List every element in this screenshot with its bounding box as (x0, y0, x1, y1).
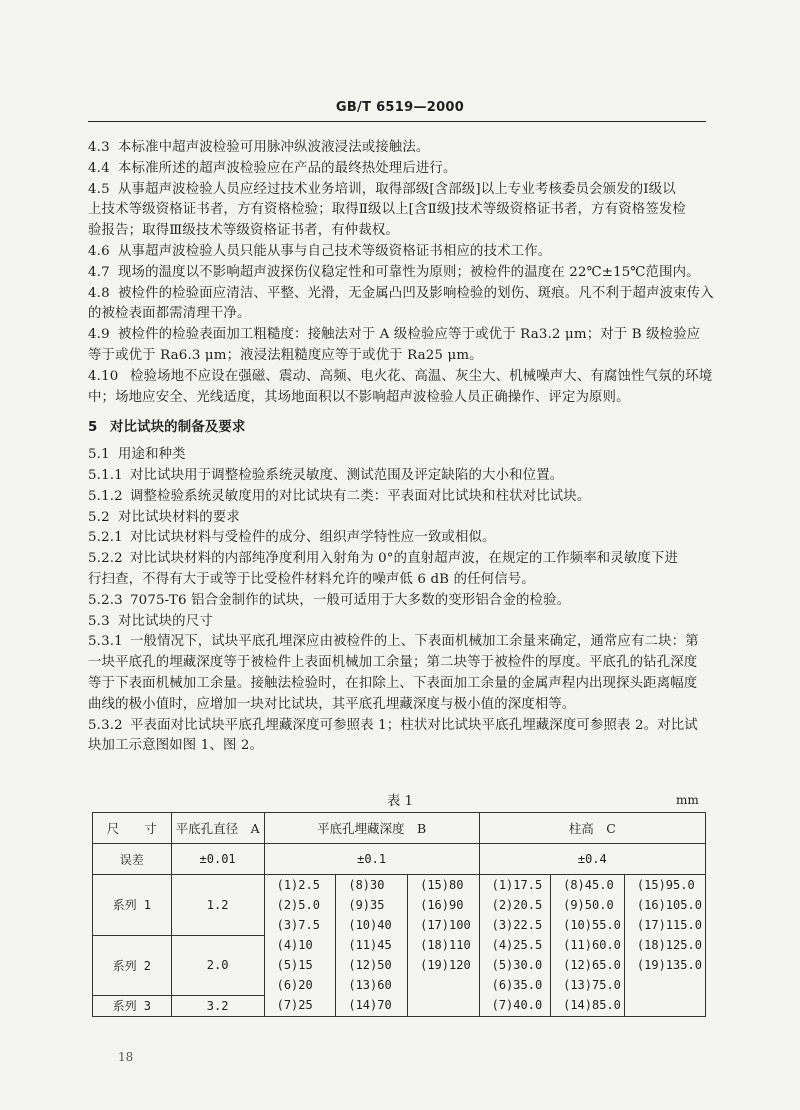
paragraph-line: 验报告；取得Ⅲ级技术等级资格证书者，有仲裁权。 (88, 223, 399, 239)
paragraph-line: 对比试块材料与受检件的成分、组织声学特性应一致或相似。 (130, 530, 496, 546)
table-cell: (11)45 (336, 935, 408, 955)
paragraph-number: 5 (88, 420, 98, 436)
table-caption: 表 1 (386, 794, 414, 809)
paragraph-line: 等于下表面机械加工余量。接触法检验时，在扣除上、下表面加工余量的金属声程内出现探头距离幅度 (88, 676, 698, 691)
paragraph-line: 对比试块材料的内部纯净度利用入射角为 0°的直射超声波，在规定的工作频率和灵敏度下进 (130, 551, 679, 567)
tolerance-diameter: ±0.01 (171, 844, 264, 875)
paragraph-number: 5.3.1 (88, 634, 123, 650)
table-cell (408, 995, 480, 1016)
table-cell: (16)90 (408, 895, 480, 915)
table-cell: (2)20.5 (479, 895, 551, 915)
table-cell: (19)120 (408, 955, 480, 975)
paragraph-line: 中；场地应安全、光线适度，其场地面积以不影响超声波检验人员正确操作、评定为原则。 (88, 389, 630, 405)
header-diameter: 平底孔直径 A (171, 813, 264, 844)
tolerance-row (93, 844, 706, 875)
table-cell: (3)22.5 (479, 915, 551, 935)
page-number: 18 (118, 1050, 134, 1064)
paragraph-number: 5.2.3 (88, 592, 123, 608)
paragraph-line: 现场的温度以不影响超声波探伤仪稳定性和可靠性为原则；被检件的温度在 22℃±15℃范围内。 (118, 264, 700, 280)
table-cell (624, 975, 705, 995)
tolerance-label: 误差 (93, 844, 172, 875)
paragraph-number: 4.10 (88, 368, 119, 384)
paragraph-number: 5.1 (88, 447, 110, 463)
paragraph-line: 本标准所述的超声波检验应在产品的最终热处理后进行。 (118, 160, 457, 176)
paragraph-line: 的被检表面都需清理干净。 (88, 306, 251, 322)
paragraph-number: 5.1.1 (88, 468, 123, 483)
series-name: 系列 1 (93, 875, 172, 936)
table-cell: (5)15 (264, 955, 336, 975)
paragraph-line: 块加工示意图如图 1、图 2。 (88, 738, 264, 754)
table-cell: (8)30 (336, 875, 408, 896)
table-unit: mm (676, 793, 699, 807)
table-cell: (12)65.0 (551, 955, 625, 975)
table-cell: (4)10 (264, 935, 336, 955)
table-header-row (93, 813, 706, 844)
header-depth: 平底孔埋藏深度 B (264, 813, 479, 844)
table-cell: (10)55.0 (551, 915, 625, 935)
table-cell: (6)35.0 (479, 975, 551, 995)
paragraph-line: 7075-T6 铝合金制作的试块，一般可适用于大多数的变形铝合金的检验。 (130, 592, 571, 608)
table-cell: (11)60.0 (551, 935, 625, 955)
paragraph-line: 本标准中超声波检验可用脉冲纵波液浸法或接触法。 (118, 140, 430, 155)
series-body (93, 875, 706, 1017)
paragraph-line: 对比试块材料的要求 (118, 509, 240, 525)
table-cell: (9)35 (336, 895, 408, 915)
paragraph-number: 4.6 (88, 244, 110, 259)
header-height: 柱高 C (479, 813, 705, 844)
table-row (93, 995, 706, 1016)
table-cell: (7)40.0 (479, 995, 551, 1016)
table-cell: (14)70 (336, 995, 408, 1016)
table-cell: (15)80 (408, 875, 480, 896)
series-diameter: 2.0 (171, 935, 264, 995)
paragraph-line: 调整检验系统灵敏度用的对比试块有二类：平表面对比试块和柱状对比试块。 (130, 488, 591, 504)
paragraph-line: 检验场地不应设在强磁、震动、高频、电火花、高温、灰尘大、机械噪声大、有腐蚀性气氛的环境 (130, 368, 713, 384)
table-cell: (6)20 (264, 975, 336, 995)
paragraph-line: 被检件的检验表面加工粗糙度：接触法对于 A 级检验应等于或优于 Ra3.2 μm；对于 B 级检验应 (118, 327, 701, 343)
series-diameter: 1.2 (171, 875, 264, 936)
paragraph-line: 对比试块的尺寸 (118, 613, 213, 629)
table-cell: (4)25.5 (479, 935, 551, 955)
table-cell: (1)2.5 (264, 875, 336, 896)
table-cell: (3)7.5 (264, 915, 336, 935)
paragraph-line: 平表面对比试块平底孔埋藏深度可参照表 1；柱状对比试块平底孔埋藏深度可参照表 2。对比试 (130, 717, 698, 733)
paragraph-number: 5.3 (88, 613, 110, 629)
table-1 (92, 812, 706, 1017)
table-cell: (18)110 (408, 935, 480, 955)
table-cell (408, 975, 480, 995)
paragraph-line: 一般情况下，试块平底孔埋深应由被检件的上、下表面机械加工余量来确定，通常应有二块：第 (130, 634, 699, 650)
paragraph-number: 5.2.1 (88, 530, 123, 546)
tolerance-height: ±0.4 (479, 844, 705, 875)
paragraph-line: 等于或优于 Ra6.3 μm；液浸法粗糙度应等于或优于 Ra25 μm。 (88, 348, 483, 363)
table-cell: (19)135.0 (624, 955, 705, 975)
paragraph-line: 上技术等级资格证书者，方有资格检验；取得Ⅱ级以上[含Ⅱ级]技术等级资格证书者，方有资格签发检 (88, 202, 686, 218)
header-rule (88, 121, 706, 122)
paragraph-number: 4.3 (88, 140, 110, 155)
table-row (93, 875, 706, 896)
paragraph-line: 对比试块用于调整检验系统灵敏度、测试范围及评定缺陷的大小和位置。 (130, 468, 564, 483)
table-cell: (13)60 (336, 975, 408, 995)
paragraph-line: 用途和种类 (118, 447, 186, 463)
table-cell: (17)100 (408, 915, 480, 935)
table-cell: (7)25 (264, 995, 336, 1016)
table-cell: (14)85.0 (551, 995, 625, 1016)
paragraph-line: 被检件的检验面应清洁、平整、光滑，无金属凸凹及影响检验的划伤、斑痕。凡不利于超声波束传入 (118, 285, 714, 301)
table-cell: (9)50.0 (551, 895, 625, 915)
table-cell: (2)5.0 (264, 895, 336, 915)
table-cell: (17)115.0 (624, 915, 705, 935)
paragraph-number: 4.4 (88, 160, 110, 176)
paragraph-line: 从事超声波检验人员应经过技术业务培训，取得部级[含部级]以上专业考核委员会颁发的Ⅰ级以 (118, 181, 676, 197)
page-header-title: GB/T 6519—2000 (335, 100, 465, 115)
paragraph-number: 4.9 (88, 327, 110, 343)
series-diameter: 3.2 (171, 995, 264, 1016)
tolerance-depth: ±0.1 (264, 844, 479, 875)
paragraph-number: 5.2.2 (88, 551, 123, 567)
table-cell: (13)75.0 (551, 975, 625, 995)
table-cell: (15)95.0 (624, 875, 705, 896)
table-cell: (5)30.0 (479, 955, 551, 975)
table-cell: (10)40 (336, 915, 408, 935)
series-name: 系列 2 (93, 935, 172, 995)
table-cell: (18)125.0 (624, 935, 705, 955)
paragraph-number: 5.3.2 (88, 717, 123, 733)
table-row (93, 935, 706, 955)
table-cell: (12)50 (336, 955, 408, 975)
table-cell: (16)105.0 (624, 895, 705, 915)
paragraph-line: 对比试块的制备及要求 (110, 420, 246, 436)
paragraph-number: 4.8 (88, 285, 110, 301)
header-size: 尺 寸 (93, 813, 172, 844)
paragraph-number: 5.2 (88, 509, 110, 525)
table-cell (624, 995, 705, 1016)
paragraph-number: 4.7 (88, 264, 110, 280)
paragraph-line: 一块平底孔的埋藏深度等于被检件上表面机械加工余量；第二块等于被检件的厚度。平底孔的钻孔深度 (88, 655, 698, 671)
paragraph-line: 行扫查，不得有大于或等于比受检件材料允许的噪声低 6 dB 的任何信号。 (88, 572, 535, 587)
paragraph-line: 从事超声波检验人员只能从事与自己技术等级资格证书相应的技术工作。 (118, 244, 552, 259)
table-cell: (8)45.0 (551, 875, 625, 896)
series-name: 系列 3 (93, 995, 172, 1016)
table-cell: (1)17.5 (479, 875, 551, 896)
paragraph-number: 4.5 (88, 181, 110, 197)
paragraph-line: 曲线的极小值时，应增加一块对比试块，其平底孔埋藏深度与极小值的深度相等。 (88, 696, 576, 712)
paragraph-number: 5.1.2 (88, 488, 123, 504)
